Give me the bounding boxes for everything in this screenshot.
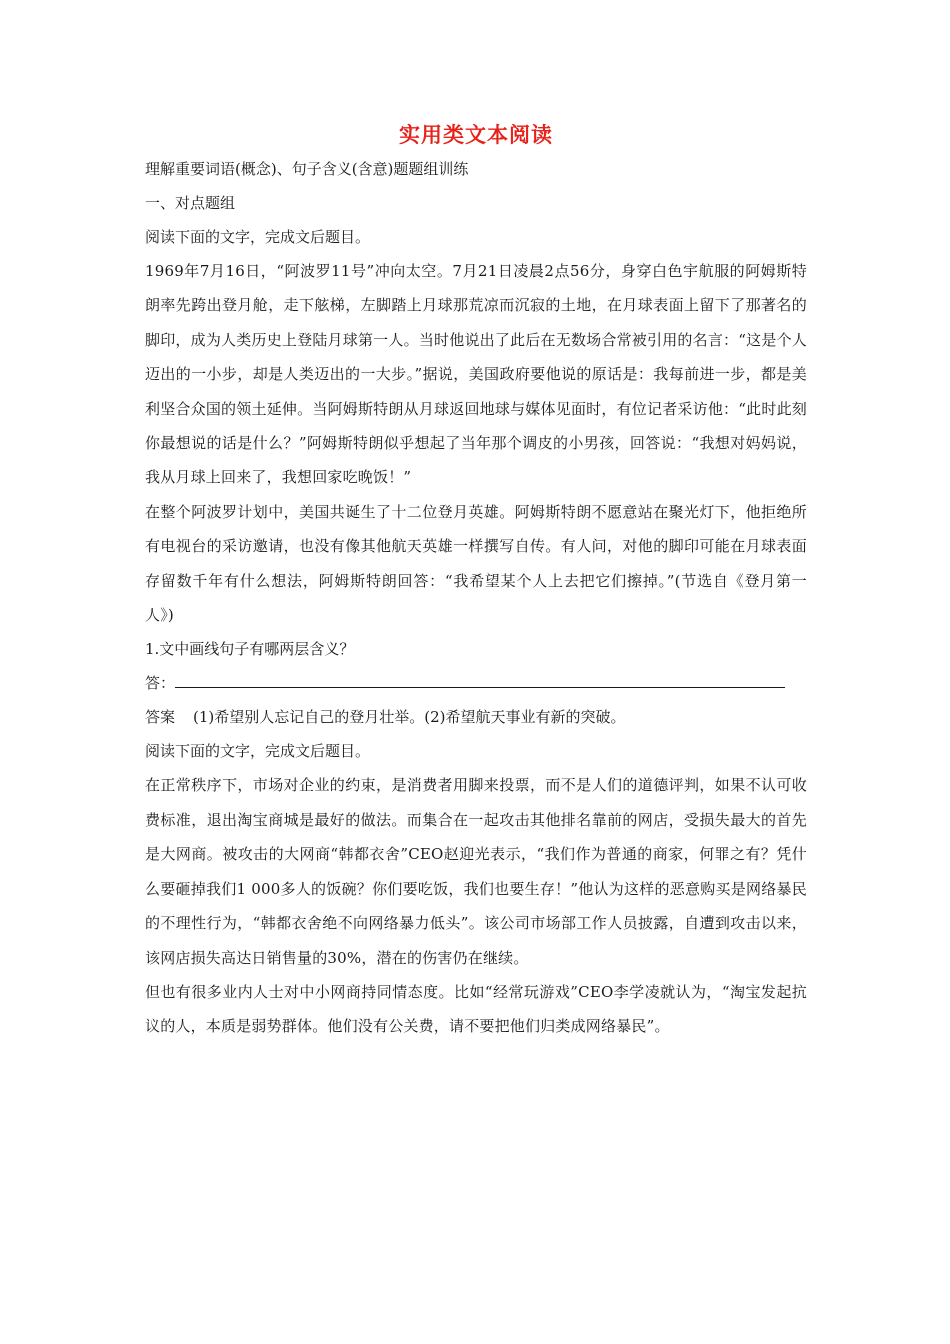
document-title: 实用类文本阅读 xyxy=(399,122,553,147)
passage-paragraph-2: 在整个阿波罗计划中，美国共诞生了十二位登月英雄。阿姆斯特朗不愿意站在聚光灯下，他拒绝所有电视台的采访邀请，也没有像其他航天英雄一样撰写自传。有人问，对他的脚印可能在月球表面存留数千年有什么想法，阿姆斯特朗回答：“我希望某个人上去把它们擦掉。”(节选自《登月第一人》) xyxy=(145,502,807,625)
subtitle: 理解重要词语(概念)、句子含义(含意)题题组训练 xyxy=(145,160,469,178)
reading-instruction-2: 阅读下面的文字，完成文后题目。 xyxy=(145,742,371,761)
answer-prefix: 答： xyxy=(145,674,176,693)
reading-instruction-1: 阅读下面的文字，完成文后题目。 xyxy=(145,228,371,246)
document-page xyxy=(145,120,807,1044)
answer-blank-line xyxy=(145,666,807,700)
answer-key xyxy=(145,700,807,734)
passage-paragraph-4: 但也有很多业内人士对中小网商持同情态度。比如“经常玩游戏”CEO李学凌就认为，“淘宝发起抗议的人，本质是弱势群体。他们没有公关费，请不要把他们归类成网络暴民”。 xyxy=(145,982,807,1036)
answer-key-label: 答案 xyxy=(145,708,176,727)
answer-blank[interactable] xyxy=(175,673,785,688)
passage-paragraph-1: 1969年7月16日，“阿波罗11号”冲向太空。7月21日凌晨2点56分，身穿白色宇航服的阿姆斯特朗率先跨出登月舱，走下舷梯，左脚踏上月球那荒凉而沉寂的土地，在月球表面上留下了那著名的脚印，成为人类历史上登陆月球第一人。当时他说出了此后在无数场合常被引用的名言：“这是个人迈出的一小步，却是人类迈出的一大步。”据说，美国政府要他说的原话是：我每前进一步，都是美利坚合众国的领土延伸。当阿姆斯特朗从月球返回地球与媒体见面时，有位记者采访他：“此时此刻你最想说的话是什么？”阿姆斯特朗似乎想起了当年那个调皮的小男孩，回答说：“我想对妈妈说，我从月球上回来了，我想回家吃晚饭！” xyxy=(145,262,807,487)
answer-key-text: (1)希望别人忘记自己的登月壮举。(2)希望航天事业有新的突破。 xyxy=(193,708,626,727)
passage-paragraph-3: 在正常秩序下，市场对企业的约束，是消费者用脚来投票，而不是人们的道德评判，如果不认可收费标准，退出淘宝商城是最好的做法。而集合在一起攻击其他排名靠前的网店，受损失最大的首先是大网商。被攻击的大网商“韩都衣舍”CEO赵迎光表示，“我们作为普通的商家，何罪之有？凭什么要砸掉我们1 000多人的饭碗？你们要吃饭，我们也要生存！”他认为这样的恶意购买是网络暴民的不理性行为，“韩都衣舍绝不向网络暴力低头”。该公司市场部工作人员披露，自遭到攻击以来，该网店损失高达日销售量的30%，潜在的伤害仍在继续。 xyxy=(145,776,807,967)
section-heading: 一、对点题组 xyxy=(145,194,236,212)
question-1: 1.文中画线句子有哪两层含义？ xyxy=(145,640,355,659)
